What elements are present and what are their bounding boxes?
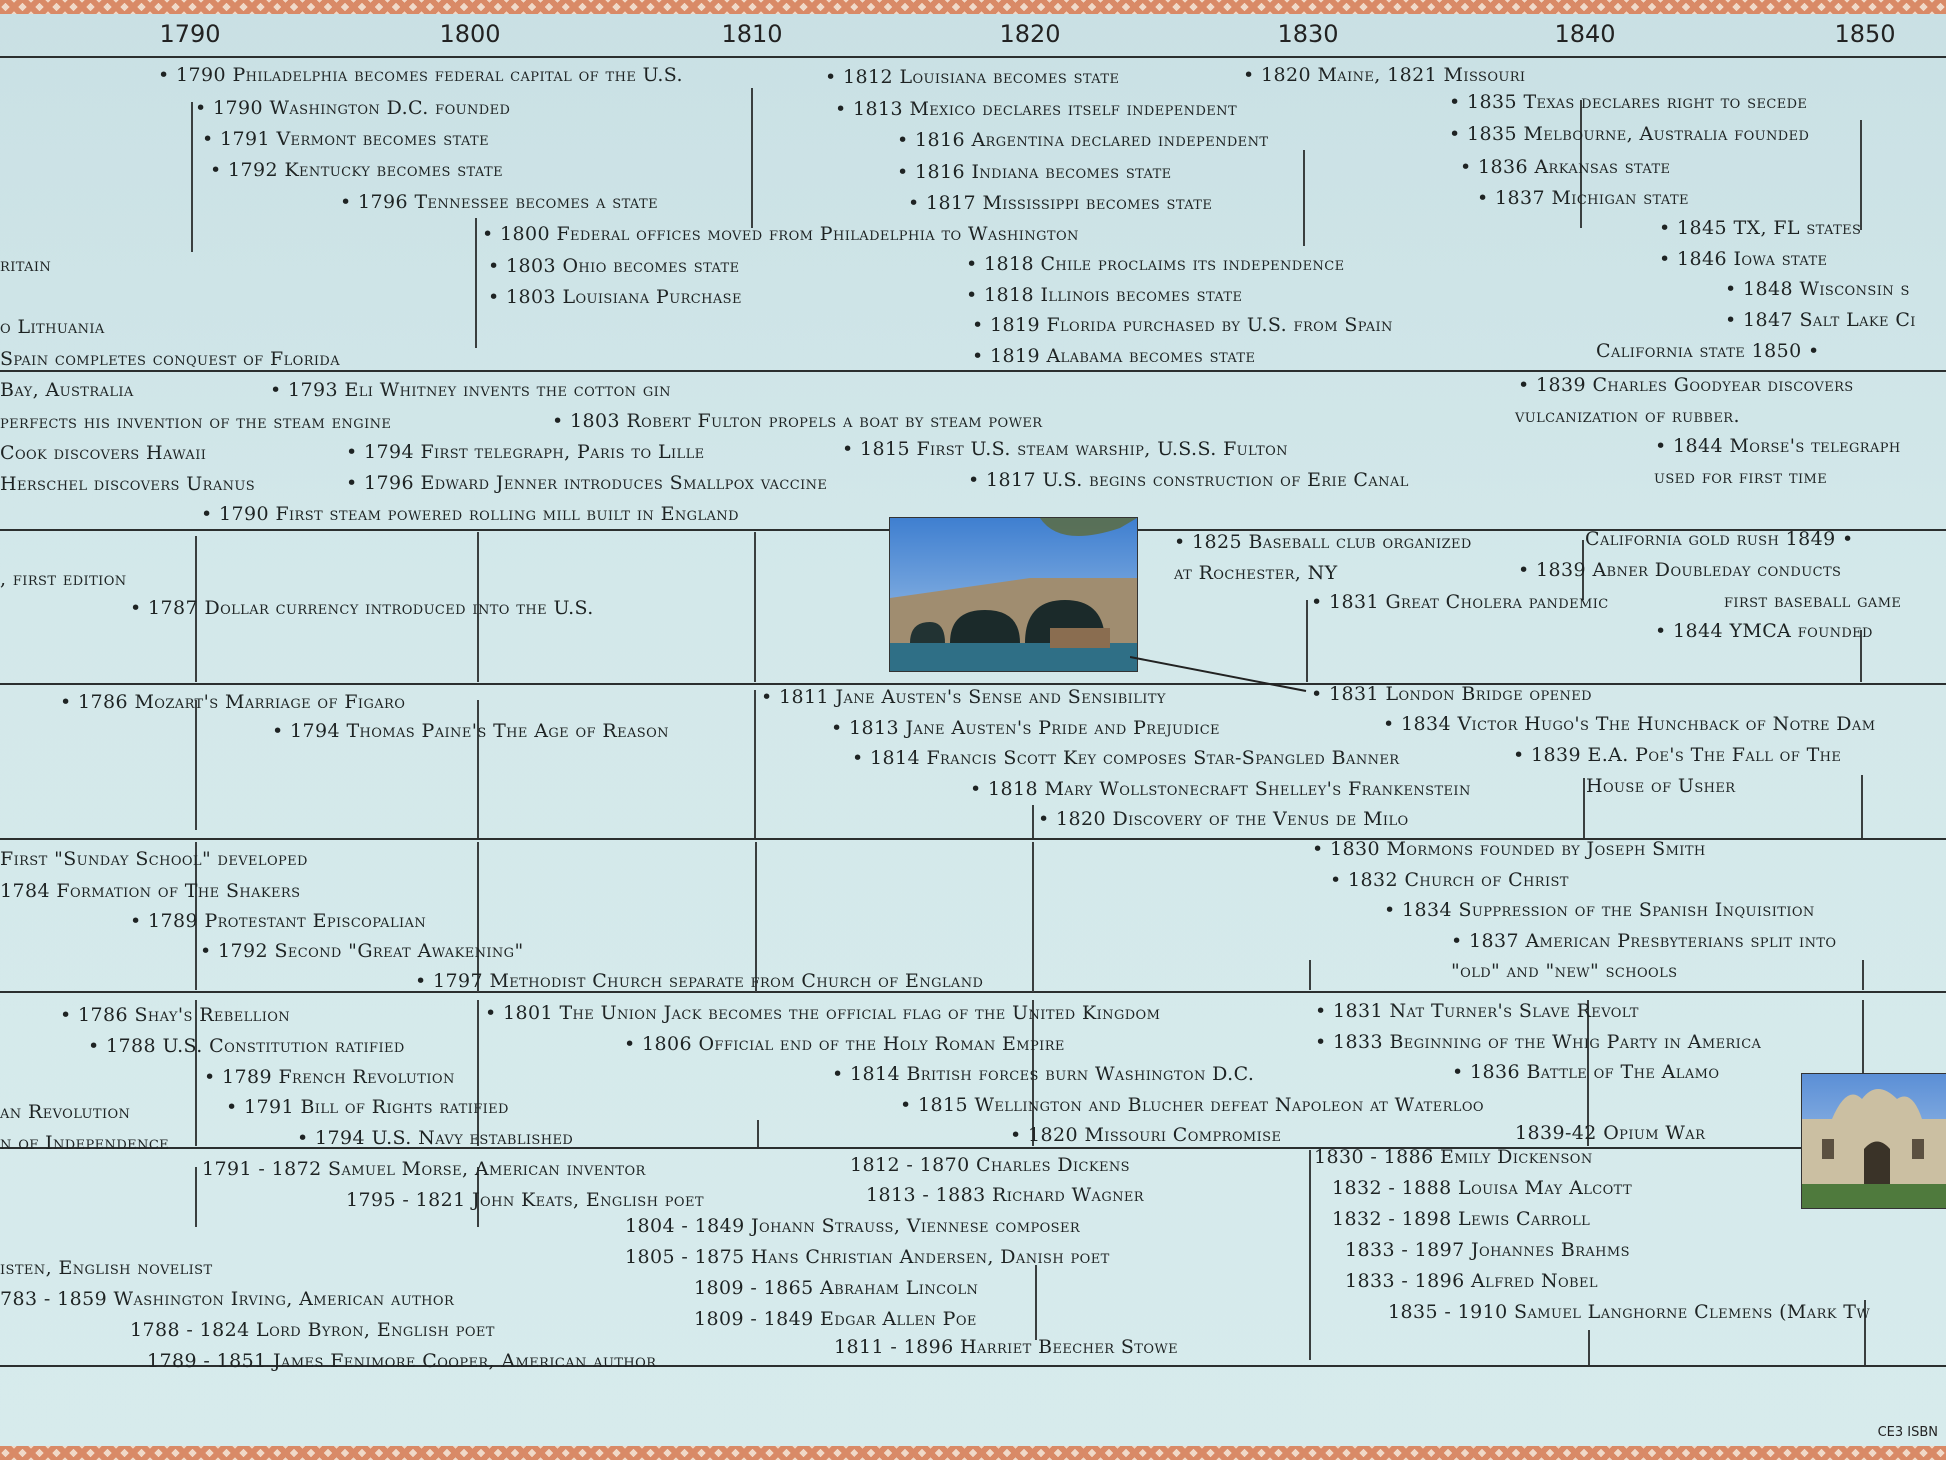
event-item: • 1837 American Presbyterians split into	[1451, 930, 1837, 952]
event-item: • 1800 Federal offices moved from Philadelphia to Washington	[482, 223, 1079, 245]
event-item: • 1786 Mozart's Marriage of Figaro	[60, 691, 406, 713]
event-item: • 1819 Florida purchased by U.S. from Spain	[972, 314, 1393, 336]
year-tick	[751, 88, 753, 228]
event-item: • 1820 Discovery of the Venus de Milo	[1038, 808, 1409, 830]
event-item: • 1818 Mary Wollstonecraft Shelley's Frankenstein	[970, 778, 1471, 800]
event-item: • 1834 Victor Hugo's The Hunchback of Notre Dam	[1383, 713, 1876, 735]
year-label: 1790	[159, 20, 221, 48]
year-tick	[1862, 960, 1864, 990]
event-item: • 1816 Argentina declared independent	[897, 129, 1269, 151]
year-tick	[1035, 1265, 1037, 1340]
event-item: ritain	[0, 254, 52, 276]
event-item: First "Sunday School" developed	[0, 848, 308, 870]
event-item: 1804 - 1849 Johann Strauss, Viennese composer	[625, 1215, 1081, 1237]
event-item: 1813 - 1883 Richard Wagner	[866, 1184, 1144, 1206]
event-item: • 1813 Mexico declares itself independent	[835, 98, 1238, 120]
london-bridge-photo	[889, 517, 1138, 672]
year-tick	[191, 102, 193, 252]
row-divider	[0, 56, 1946, 58]
event-item: 1833 - 1897 Johannes Brahms	[1345, 1239, 1630, 1261]
year-tick	[1588, 1330, 1590, 1365]
event-item: • 1793 Eli Whitney invents the cotton gin	[270, 379, 671, 401]
event-item: Cook discovers Hawaii	[0, 442, 207, 464]
event-item: • 1801 The Union Jack becomes the official flag of the United Kingdom	[485, 1002, 1161, 1024]
event-item: • 1819 Alabama becomes state	[972, 345, 1256, 367]
alamo-photo	[1801, 1073, 1946, 1209]
event-item: • 1832 Church of Christ	[1330, 869, 1569, 891]
event-item: 1809 - 1865 Abraham Lincoln	[694, 1277, 979, 1299]
event-item: • 1794 U.S. Navy established	[297, 1127, 574, 1149]
event-item: • 1835 Texas declares right to secede	[1449, 91, 1808, 113]
event-item: 1788 - 1824 Lord Byron, English poet	[130, 1319, 495, 1341]
event-item: • 1786 Shay's Rebellion	[60, 1004, 291, 1026]
london-bridge-image	[890, 518, 1137, 671]
event-item: n of Independence	[0, 1132, 170, 1154]
event-item: • 1835 Melbourne, Australia founded	[1449, 123, 1810, 145]
event-item: • 1790 First steam powered rolling mill built in England	[201, 503, 739, 525]
year-tick	[477, 1000, 479, 1146]
event-item: • 1806 Official end of the Holy Roman Empire	[624, 1033, 1065, 1055]
year-label: 1850	[1834, 20, 1896, 48]
event-item: • 1831 London Bridge opened	[1311, 683, 1592, 705]
event-item: 1795 - 1821 John Keats, English poet	[346, 1189, 704, 1211]
year-tick	[1860, 120, 1862, 230]
alamo-image	[1802, 1074, 1946, 1208]
event-item: 1789 - 1851 James Fenimore Cooper, American author	[147, 1350, 657, 1372]
event-item: • 1846 Iowa state	[1659, 248, 1828, 270]
event-item: • 1790 Washington D.C. founded	[195, 97, 511, 119]
event-item: California state 1850 •	[1596, 340, 1820, 362]
event-item: 1805 - 1875 Hans Christian Andersen, Danish poet	[625, 1246, 1110, 1268]
event-item: • 1797 Methodist Church separate from Church of England	[415, 970, 984, 992]
row-divider	[0, 683, 1946, 685]
event-item: • 1796 Tennessee becomes a state	[340, 191, 658, 213]
year-tick	[475, 218, 477, 348]
event-item: • 1814 Francis Scott Key composes Star-Spangled Banner	[852, 747, 1400, 769]
year-tick	[757, 1120, 759, 1147]
event-item: California gold rush 1849 •	[1585, 528, 1854, 550]
event-item: • 1845 TX, FL states	[1659, 217, 1862, 239]
year-label: 1800	[439, 20, 501, 48]
year-tick	[1309, 960, 1311, 990]
event-item: 1812 - 1870 Charles Dickens	[850, 1154, 1130, 1176]
year-label: 1820	[999, 20, 1061, 48]
event-item: • 1833 Beginning of the Whig Party in America	[1315, 1031, 1762, 1053]
event-item: • 1818 Chile proclaims its independence	[966, 253, 1345, 275]
event-item: • 1839 Abner Doubleday conducts	[1518, 559, 1842, 581]
year-tick	[195, 700, 197, 830]
isbn-label: CE3 ISBN	[1877, 1425, 1938, 1440]
event-item: • 1789 Protestant Episcopalian	[130, 910, 427, 932]
event-item: • 1817 U.S. begins construction of Erie Canal	[968, 469, 1409, 491]
event-item: • 1830 Mormons founded by Joseph Smith	[1312, 838, 1706, 860]
event-item: • 1831 Great Cholera pandemic	[1311, 591, 1609, 613]
year-label: 1830	[1277, 20, 1339, 48]
event-item: , first edition	[0, 568, 127, 590]
event-item: • 1803 Ohio becomes state	[488, 255, 740, 277]
event-item: • 1815 First U.S. steam warship, U.S.S. Fulton	[842, 438, 1288, 460]
event-item: • 1836 Battle of The Alamo	[1452, 1061, 1720, 1083]
event-item: • 1803 Robert Fulton propels a boat by steam power	[552, 410, 1043, 432]
year-tick	[1032, 805, 1034, 838]
event-item: isten, English novelist	[0, 1257, 213, 1279]
event-item: • 1820 Missouri Compromise	[1010, 1124, 1282, 1146]
event-item: • 1796 Edward Jenner introduces Smallpox vaccine	[346, 472, 828, 494]
event-item: • 1848 Wisconsin s	[1725, 278, 1910, 300]
event-item: • 1836 Arkansas state	[1460, 156, 1671, 178]
event-item: • 1820 Maine, 1821 Missouri	[1243, 64, 1526, 86]
event-item: 1809 - 1849 Edgar Allen Poe	[694, 1308, 977, 1330]
event-item: • 1792 Kentucky becomes state	[210, 159, 503, 181]
event-item: • 1834 Suppression of the Spanish Inquisition	[1384, 899, 1815, 921]
event-item: 1832 - 1888 Louisa May Alcott	[1332, 1177, 1633, 1199]
event-item: • 1791 Vermont becomes state	[202, 128, 489, 150]
event-item: • 1813 Jane Austen's Pride and Prejudice	[831, 717, 1220, 739]
event-item: • 1815 Wellington and Blucher defeat Napoleon at Waterloo	[900, 1094, 1484, 1116]
event-item: used for first time	[1654, 466, 1828, 488]
event-item: 1784 Formation of The Shakers	[0, 880, 301, 902]
event-item: • 1790 Philadelphia becomes federal capital of the U.S.	[158, 64, 683, 86]
event-item: 1811 - 1896 Harriet Beecher Stowe	[834, 1336, 1179, 1358]
event-item: • 1788 U.S. Constitution ratified	[88, 1035, 405, 1057]
event-item: 1832 - 1898 Lewis Carroll	[1332, 1208, 1591, 1230]
event-item: 783 - 1859 Washington Irving, American author	[0, 1288, 455, 1310]
event-item: • 1816 Indiana becomes state	[897, 161, 1172, 183]
event-item: • 1839 Charles Goodyear discovers	[1518, 374, 1854, 396]
event-item: perfects his invention of the steam engine	[0, 411, 392, 433]
year-label: 1840	[1554, 20, 1616, 48]
year-tick	[1309, 1150, 1311, 1360]
event-item: 1791 - 1872 Samuel Morse, American inventor	[202, 1158, 646, 1180]
row-divider	[0, 1147, 1946, 1149]
event-item: • 1794 Thomas Paine's The Age of Reason	[272, 720, 669, 742]
event-item: • 1825 Baseball club organized	[1174, 531, 1472, 553]
year-tick	[1032, 842, 1034, 992]
event-item: 1839-42 Opium War	[1515, 1122, 1706, 1144]
event-item: "old" and "new" schools	[1451, 960, 1678, 982]
event-item: • 1844 Morse's telegraph	[1655, 435, 1901, 457]
event-item: • 1831 Nat Turner's Slave Revolt	[1315, 1000, 1639, 1022]
event-item: first baseball game	[1724, 590, 1902, 612]
event-item: • 1817 Mississippi becomes state	[908, 192, 1213, 214]
year-tick	[195, 1167, 197, 1227]
event-item: o Lithuania	[0, 316, 105, 338]
event-item: • 1811 Jane Austen's Sense and Sensibility	[761, 686, 1166, 708]
event-item: 1835 - 1910 Samuel Langhorne Clemens (Mark Tw	[1388, 1301, 1871, 1323]
event-item: Herschel discovers Uranus	[0, 473, 256, 495]
event-item: Spain completes conquest of Florida	[0, 348, 341, 370]
year-tick	[1583, 778, 1585, 838]
year-tick	[754, 690, 756, 838]
year-tick	[1861, 775, 1863, 838]
year-tick	[1303, 150, 1305, 246]
event-item: an Revolution	[0, 1101, 131, 1123]
event-item: • 1791 Bill of Rights ratified	[226, 1096, 509, 1118]
event-item: • 1812 Louisiana becomes state	[825, 66, 1120, 88]
year-label: 1810	[721, 20, 783, 48]
event-item: • 1818 Illinois becomes state	[966, 284, 1243, 306]
event-item: • 1839 E.A. Poe's The Fall of The	[1513, 744, 1842, 766]
event-item: • 1787 Dollar currency introduced into the U.S.	[130, 597, 594, 619]
event-item: 1833 - 1896 Alfred Nobel	[1345, 1270, 1598, 1292]
event-item: • 1794 First telegraph, Paris to Lille	[346, 441, 705, 463]
event-item: at Rochester, NY	[1174, 562, 1338, 584]
event-item: • 1844 YMCA founded	[1655, 620, 1873, 642]
event-item: vulcanization of rubber.	[1515, 405, 1740, 427]
year-tick	[754, 532, 756, 682]
event-item: Bay, Australia	[0, 379, 134, 401]
event-item: • 1847 Salt Lake Ci	[1725, 309, 1916, 331]
event-item: • 1814 British forces burn Washington D.C.	[832, 1063, 1255, 1085]
event-item: House of Usher	[1586, 775, 1736, 797]
event-item: • 1789 French Revolution	[204, 1066, 455, 1088]
event-item: • 1837 Michigan state	[1477, 187, 1689, 209]
bottom-border	[0, 1446, 1946, 1460]
event-item: • 1803 Louisiana Purchase	[488, 286, 742, 308]
event-item: 1830 - 1886 Emily Dickenson	[1314, 1146, 1593, 1168]
row-divider	[0, 370, 1946, 372]
event-item: • 1792 Second "Great Awakening"	[200, 940, 524, 962]
